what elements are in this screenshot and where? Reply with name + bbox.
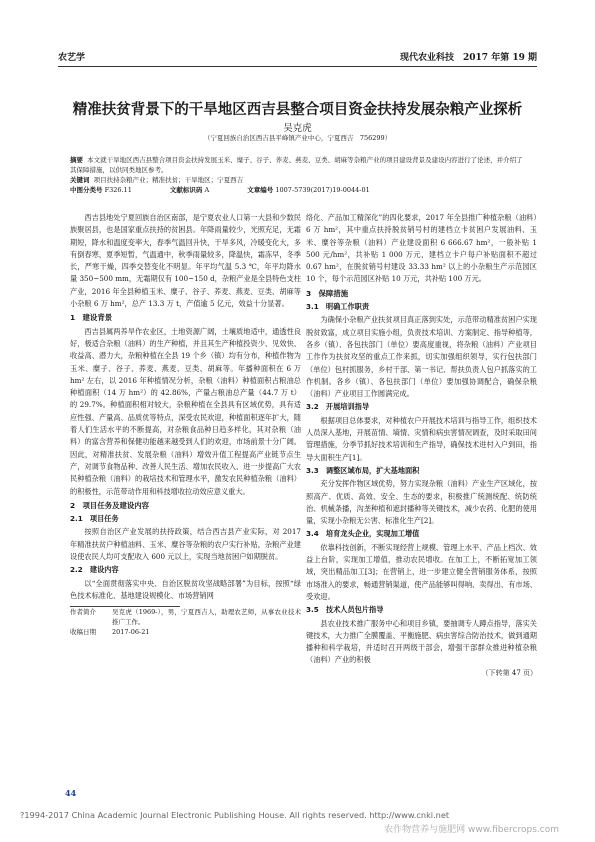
article-title: 精准扶贫背景下的干旱地区西吉县整合项目资金扶持发展杂粮产业探析 [72,102,523,118]
section-2-title: 2 项目任务及建设内容 [70,500,150,510]
section-3-title: 3 保障措施 [306,288,349,298]
watermark: 农作物营养与施肥网 www.fibercrops.com [384,825,559,835]
section-1-title: 1 建设背景 [70,313,113,323]
page-number: 44 [65,788,77,798]
section-2-1-title: 2.1 项目任务 [70,514,119,524]
abstract-label: 摘要 [70,156,83,164]
section-3-1-title: 3.1 明确工作职责 [306,302,370,312]
author-bio: 吴克虎（1969-），男，宁夏西吉人，助理农艺师，从事农业技术推广工作。 [112,608,301,627]
article-author: 吴克虎 [283,123,312,134]
author-bio-label: 作者简介 [70,608,96,617]
section-3-3-title: 3.3 调整区域布局，扩大基地面积 [306,465,420,475]
section-2-2-title: 2.2 建设内容 [70,565,119,575]
section-3-1-text: 为确保小杂粮产业扶贫项目真正落到实处，示范带动精准贫困户实现脱贫致富，成立项目实施小组，负责技术培训、方案制定、指导种植等，各乡（镇）、各包扶部门（单位）要高度重视，将杂粮（油料）产业项目工作作为扶贫攻坚的重点工作来抓，切实加强组织领导，实行包扶部门（单位）包村抓服务，乡村干部、第一书记、帮扶负责人包户抓落实的工作机制。各乡（镇）、各包扶部门（单位）要加强协调配合，确保杂粮（油料）产业项目工作圆满完成。 [306,315,537,399]
doc-code-value: A [204,186,210,194]
clc-value: F326.11 [104,186,132,194]
header-rule [58,66,537,67]
header-journal-issue: 现代农业科技 2017 年第 19 期 [400,53,537,63]
article-no-value: 1007-5739(2017)19-0044-01 [275,186,370,194]
section-3-5-title: 3.5 技术人员包片指导 [306,605,384,615]
running-header [58,48,537,64]
section-3-3-text: 充分发挥作物区域优势，努力实现杂粮（油料）产业生产区域化，按照高产、优质、高效、安全、生态的要求，积极推广统测统配、统防统治、机械条播，沟垄种植和遮封播种等关键技术，减少农药、化肥的使用量，实现小杂粮无公害、标准化生产[2]。 [306,479,537,526]
section-3-5-text: 县农业技术推广服务中心和项目乡镇，要抽调专人蹲点指导，落实关键技术，大力推广全膜覆盖、平衡施肥、病虫害综合防治技术，做到通期播种和科学栽培，并适时召开两级干部会，增强干部群众推进种植杂粮（油料）产业的积极 [306,618,537,665]
continued-note: （下转第 47 页） [481,668,537,677]
section-1-text: 西吉县属两养旱作农业区，土地资源广阔，土壤质地适中，通透性良好，极适合杂粮（油料）的生产种植，并且其生产种植投资少、见效快、收益高、潜力大，杂粮种植在全县 19 个乡（镇）均有分布，种植作物为玉米、糜子、谷子、荞麦、燕麦、豆类、胡麻等。年播种面积在 6 万 hm² 左右，以 2016 年种植情况分析，杂粮（油料）种植面积占粮油总种植面积（14 万 hm²）的 42.86%，产量占粮油总产量（44.7 万 t）的 29.7%。种植面积相对较大，杂粮种植在全县具有区域优势，具有适应性强、产量高、品质优等特点，深受农民欢迎，种植面积逐年扩大，随着人们生活水平的不断提高，对杂粮食品种日趋多样化，其对杂粮（油料）的富含营养和保健功能越来越受到人们的欢迎，市场前景十分广阔。因此，对精准扶贫、发展杂粮（油料）增效升值工程提高产业链节点生产，对调节食物品种、改善人民生活、增加农民收入、进一步提高广大农民种植杂粮（油料）的栽培技术和管理水平，激发农民种植杂粮（油料）的积极性，示范带动作用和科技增收拉动效应意义重大。 [70,326,301,496]
article-no-label: 文章编号 [247,186,274,194]
doc-code-label: 文献标识码 [169,186,203,194]
intro-paragraph: 西吉县地处宁夏回族自治区南部，是宁夏农业人口第一大县和少数民族聚居县，也是国家重点扶持的贫困县。年降雨量较少，光照充足，无霜期短，降水和温度变率大，春季气温回升快，干旱多风，冷暖变化大，多有倒春寒，夏季短暂，气温通中，秋季雨量较多，降温快，霜冻早，冬季长，严寒干燥，四季交替变化不明显。年平均气温 5.3 ℃，年平均降水量 350~500 mm，无霜期仅有 100~150 d，杂粮产业是全县特色支柱产业，2016 年全县种植玉米、糜子、谷子、荞麦、燕麦、豆类、胡麻等小杂粮 6 万 hm²，总产 13.3 万 t，产值逾 5 亿元，效益十分显著。 [70,213,301,309]
section-3-2-title: 3.2 开展培训指导 [306,402,370,412]
copyright-footer: ?1994-2017 China Academic Journal Electronic Publishing House. All rights reserved. http://www.cnki.net [20,810,450,820]
section-2-2-text: 以“全面贯彻落实中央、自治区脱贫攻坚战略部署”为目标，按照“绿色技术标准化、基地建设规模化、市场营销网 [70,578,301,600]
received-date: 2017-06-21 [112,628,150,637]
keywords-text: 项目扶持杂粮产业；精准扶贫；干旱地区；宁夏西吉 [93,176,244,184]
keywords-label: 关键词 [70,176,90,184]
section-2-1-text: 按照自治区产业发展的扶持政策，结合西吉县产业实际，对 2017 年精准扶贫户种植油料、玉米、糜谷等杂粮的农户实行补贴，杂粮产业建设使农民人均可支配收入 600 元以上，实现当地贫困户如期脱贫。 [70,527,301,562]
footnote [70,607,301,637]
continued-paragraph: 络化、产品加工精深化”的四化要求，2017 年全县推广种植杂粮（油料）6 万 hm²，其中重点扶持脱贫销号村的建档立卡贫困户发展油料、玉米、糜谷等杂粮（油料）产业建设面积 6 666.67 hm²，一般补贴 1 500 元/hm²，共补贴 1 000 万元，建档立卡户每户补贴面积不超过 0.67 hm²，在脱贫销号村建设 33.33 hm² 以上的小杂粮生产示范园区 10 个，每个示范园区补贴 10 万元，共补贴 100 万元。 [306,213,537,284]
article-affiliation: （宁夏回族自治区西吉县平峰镇产业中心，宁夏西吉 756299） [203,134,392,142]
section-3-4-text: 依靠科技创新，不断实现经营上规模、管理上水平、产品上档次、效益上台阶，实现加工增值，推动农民增收。在加工上，不断拓宽加工领域，突出精品加工[3]；在营销上，进一步建立健全营销服务体系，按照市场准入的要求，畅通营销渠道，使产品能够叫得响、卖得出、有市场、受欢迎。 [306,542,537,601]
left-column [70,212,301,637]
classification-row [70,185,525,195]
header-section: 农艺学 [58,53,86,63]
section-3-4-title: 3.4 培育龙头企业，实现加工增值 [306,529,420,539]
keywords [70,175,525,185]
abstract-block [70,155,525,195]
abstract-text: 本文就干旱地区西吉县整合项目资金扶持发展玉米、糜子、谷子、荞麦、燕麦、豆类、胡麻等杂粮产业的项目建设背景及建设内容进行了论述，并介绍了其保障措施，以供同类地区参考。 [70,156,523,174]
abstract [70,155,525,175]
right-column [306,212,537,679]
section-3-2-text: 根据项目总体要求，对种植农户开展技术培训与指导工作，组织技术人员深入基地，开展苗情、墒情、灾情和病虫害情况调查，及时采取田间管理措施，分季节抓好技术培训和生产指导，确保技术进村入户到田，指导大面积生产[1]。 [306,415,537,462]
received-date-label: 收稿日期 [70,628,96,637]
clc-label: 中图分类号 [70,186,103,194]
